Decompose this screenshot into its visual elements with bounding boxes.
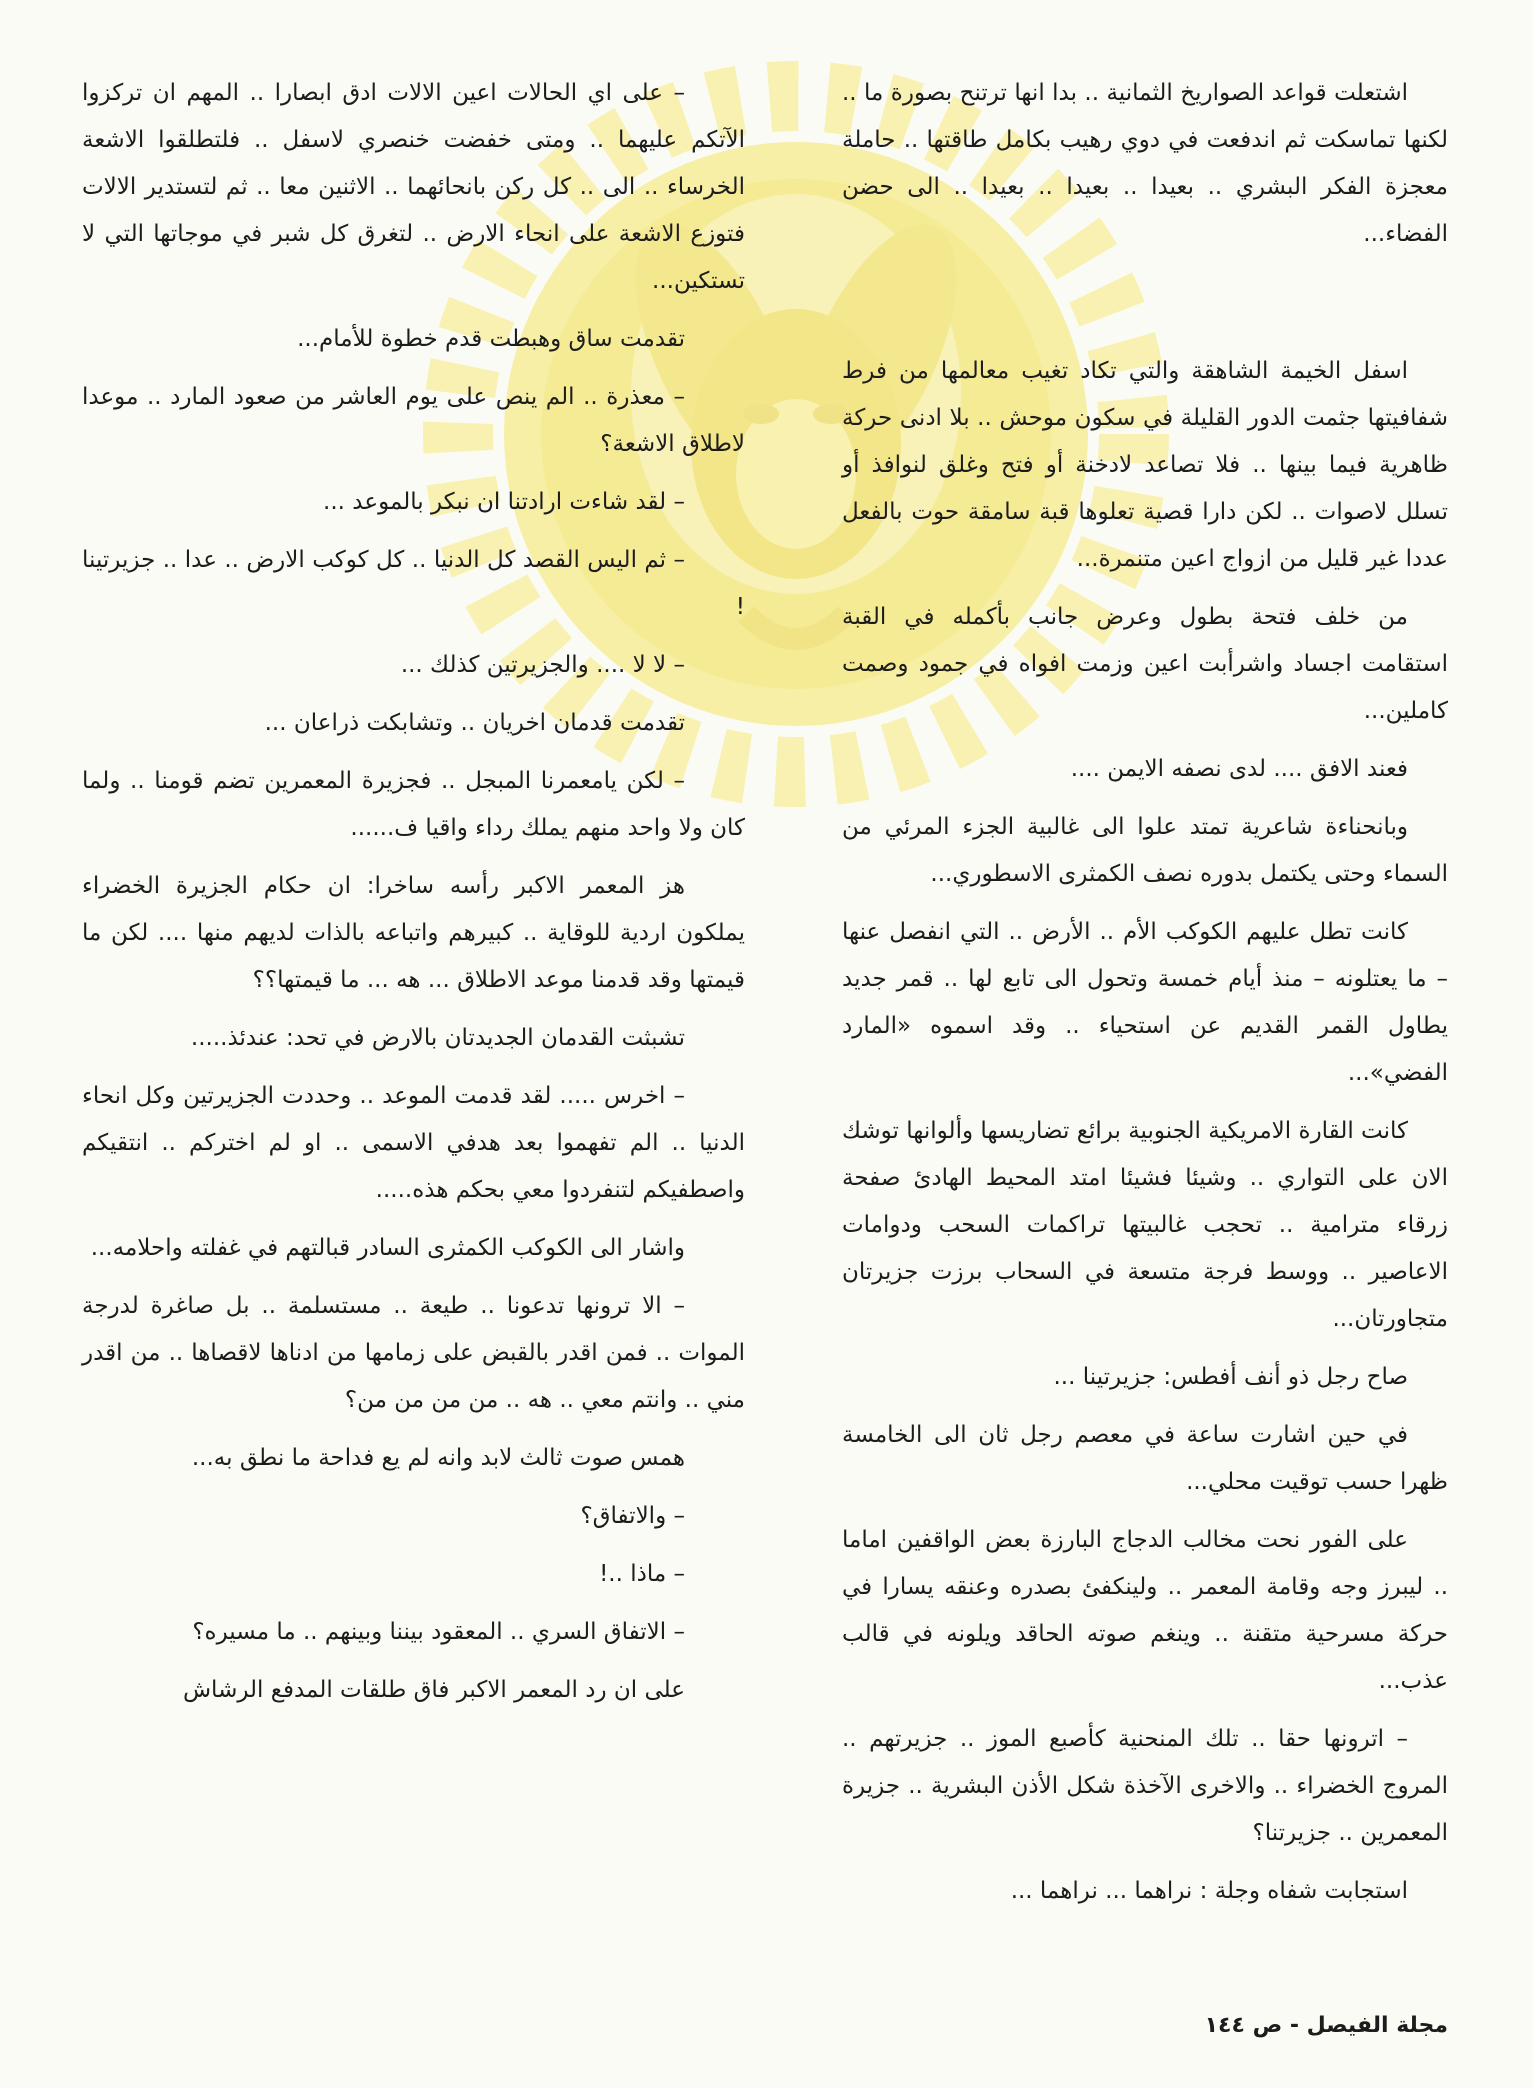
paragraph: هز المعمر الاكبر رأسه ساخرا: ان حكام الجزيرة الخضراء يملكون اردية للوقاية .. كبيرهم واتباعه بالذات لديهم منها .... لكن ما قيمتها وقد قدمنا موعد الاطلاق ... هه ... ما قيمتها؟؟ <box>82 873 745 993</box>
paragraph: – لا لا .... والجزيرتين كذلك ... <box>400 652 685 678</box>
paragraph: – والاتفاق؟ <box>580 1503 685 1529</box>
paragraph: في حين اشارت ساعة في معصم رجل ثان الى الخامسة ظهرا حسب توقيت محلي... <box>842 1422 1448 1495</box>
paragraph: – على اي الحالات اعين الالات ادق ابصارا .. المهم ان تركزوا الآتكم عليهما .. ومتى خفضت خنصري لاسفل .. فلتطلقوا الاشعة الخرساء .. الى .. كل ركن بانحائهما .. الاثنين معا .. ثم لتستدير الالات فتوزع الاشعة على انحاء الارض .. لتغرق كل شبر في موجاتها التي لا تستكين... <box>82 80 745 294</box>
paragraph: كانت تطل عليهم الكوكب الأم .. الأرض .. التي انفصل عنها – ما يعتلونه – منذ أيام خمسة وتحول الى تابع لها .. قمر جديد يطاول القمر القديم عن استحياء .. وقد اسموه «المارد الفضي»... <box>842 919 1448 1086</box>
paragraph: تقدمت ساق وهبطت قدم خطوة للأمام... <box>297 326 685 352</box>
paragraph: واشار الى الكوكب الكمثرى السادر قبالتهم في غفلته واحلامه... <box>90 1235 685 1261</box>
paragraph: – اخرس ..... لقد قدمت الموعد .. وحددت الجزيرتين وكل انحاء الدنيا .. الم تفهموا بعد هدفي الاسمى .. او لم اختركم .. انتقيكم واصطفيكم لتنفردوا معي بحكم هذه..... <box>82 1083 745 1203</box>
paragraph: تشبثت القدمان الجديدتان بالارض في تحد: عندئذ..... <box>190 1025 685 1051</box>
paragraph: على ان رد المعمر الاكبر فاق طلقات المدفع الرشاش <box>182 1677 685 1703</box>
paragraph: على الفور نحت مخالب الدجاج البارزة بعض الواقفين اماما .. ليبرز وجه وقامة المعمر .. ولينكفئ بصدره وعنقه يسارا في حركة مسرحية متقنة .. وينغم صوته الحاقد ويلونه في قالب عذب... <box>842 1527 1448 1694</box>
paragraph: – الا ترونها تدعونا .. طيعة .. مستسلمة .. بل صاغرة لدرجة الموات .. فمن اقدر بالقبض على زمامها من ادناها لاقصاها .. من اقدر مني .. وانتم معي .. هه .. من من من من؟ <box>82 1293 745 1413</box>
paragraph: فعند الافق .... لدى نصفه الايمن .... <box>1070 756 1408 782</box>
right-column <box>842 70 1448 1926</box>
paragraph: وبانحناءة شاعرية تمتد علوا الى غالبية الجزء المرئي من السماء وحتى يكتمل بدوره نصف الكمثرى الاسطوري... <box>842 814 1448 887</box>
paragraph: اشتعلت قواعد الصواريخ الثمانية .. بدا انها ترتنح بصورة ما .. لكنها تماسكت ثم اندفعت في دوي رهيب بكامل طاقتها .. حاملة معجزة الفكر البشري .. بعيدا .. بعيدا .. بعيدا .. الى حضن الفضاء... <box>842 80 1448 247</box>
left-column <box>82 70 745 1725</box>
paragraph: استجابت شفاه وجلة : نراهما ... نراهما ... <box>1010 1878 1408 1904</box>
paragraph: همس صوت ثالث لابد وانه لم يع فداحة ما نطق به... <box>191 1445 685 1471</box>
page-footer: مجلة الفيصل - ص ١٤٤ <box>1204 2013 1448 2038</box>
paragraph: تقدمت قدمان اخريان .. وتشابكت ذراعان ... <box>264 710 685 736</box>
paragraph: صاح رجل ذو أنف أفطس: جزيرتينا ... <box>1053 1364 1408 1390</box>
paragraph: – ماذا ..! <box>599 1561 685 1587</box>
paragraph: – لكن يامعمرنا المبجل .. فجزيرة المعمرين تضم قومنا .. ولما كان ولا واحد منهم يملك رداء واقيا ف...... <box>82 768 745 841</box>
paragraph: اسفل الخيمة الشاهقة والتي تكاد تغيب معالمها من فرط شفافيتها جثمت الدور القليلة في سكون موحش .. بلا ادنى حركة ظاهرية فيما بينها .. فلا تصاعد لادخنة أو فتح وغلق لنوافذ أو تسلل لاصوات .. لكن دارا قصية تعلوها قبة سامقة حوت بالفعل عددا غير قليل من ازواج اعين متنمرة... <box>842 358 1448 572</box>
paragraph: كانت القارة الامريكية الجنوبية برائع تضاريسها وألوانها توشك الان على التواري .. وشيئا فشيئا امتد المحيط الهادئ صفحة زرقاء مترامية .. تحجب غالبيتها تراكمات السحب ودوامات الاعاصير .. ووسط فرجة متسعة في السحاب برزت جزيرتان متجاورتان... <box>842 1118 1448 1332</box>
paragraph: – معذرة .. الم ينص على يوم العاشر من صعود المارد .. موعدا لاطلاق الاشعة؟ <box>82 384 745 457</box>
paragraph: – اترونها حقا .. تلك المنحنية كأصبع الموز .. جزيرتهم .. المروج الخضراء .. والاخرى الآخذة شكل الأذن البشرية .. جزيرة المعمرين .. جزيرتنا؟ <box>842 1726 1448 1846</box>
paragraph: – ثم اليس القصد كل الدنيا .. كل كوكب الارض .. عدا .. جزيرتينا ! <box>82 547 745 620</box>
paragraph: من خلف فتحة بطول وعرض جانب بأكمله في القبة استقامت اجساد واشرأبت اعين وزمت افواه في جمود وصمت كاملين... <box>842 604 1448 724</box>
paragraph: – لقد شاءت ارادتنا ان نبكر بالموعد ... <box>323 489 685 515</box>
paragraph: – الاتفاق السري .. المعقود بيننا وبينهم .. ما مسيره؟ <box>192 1619 685 1645</box>
